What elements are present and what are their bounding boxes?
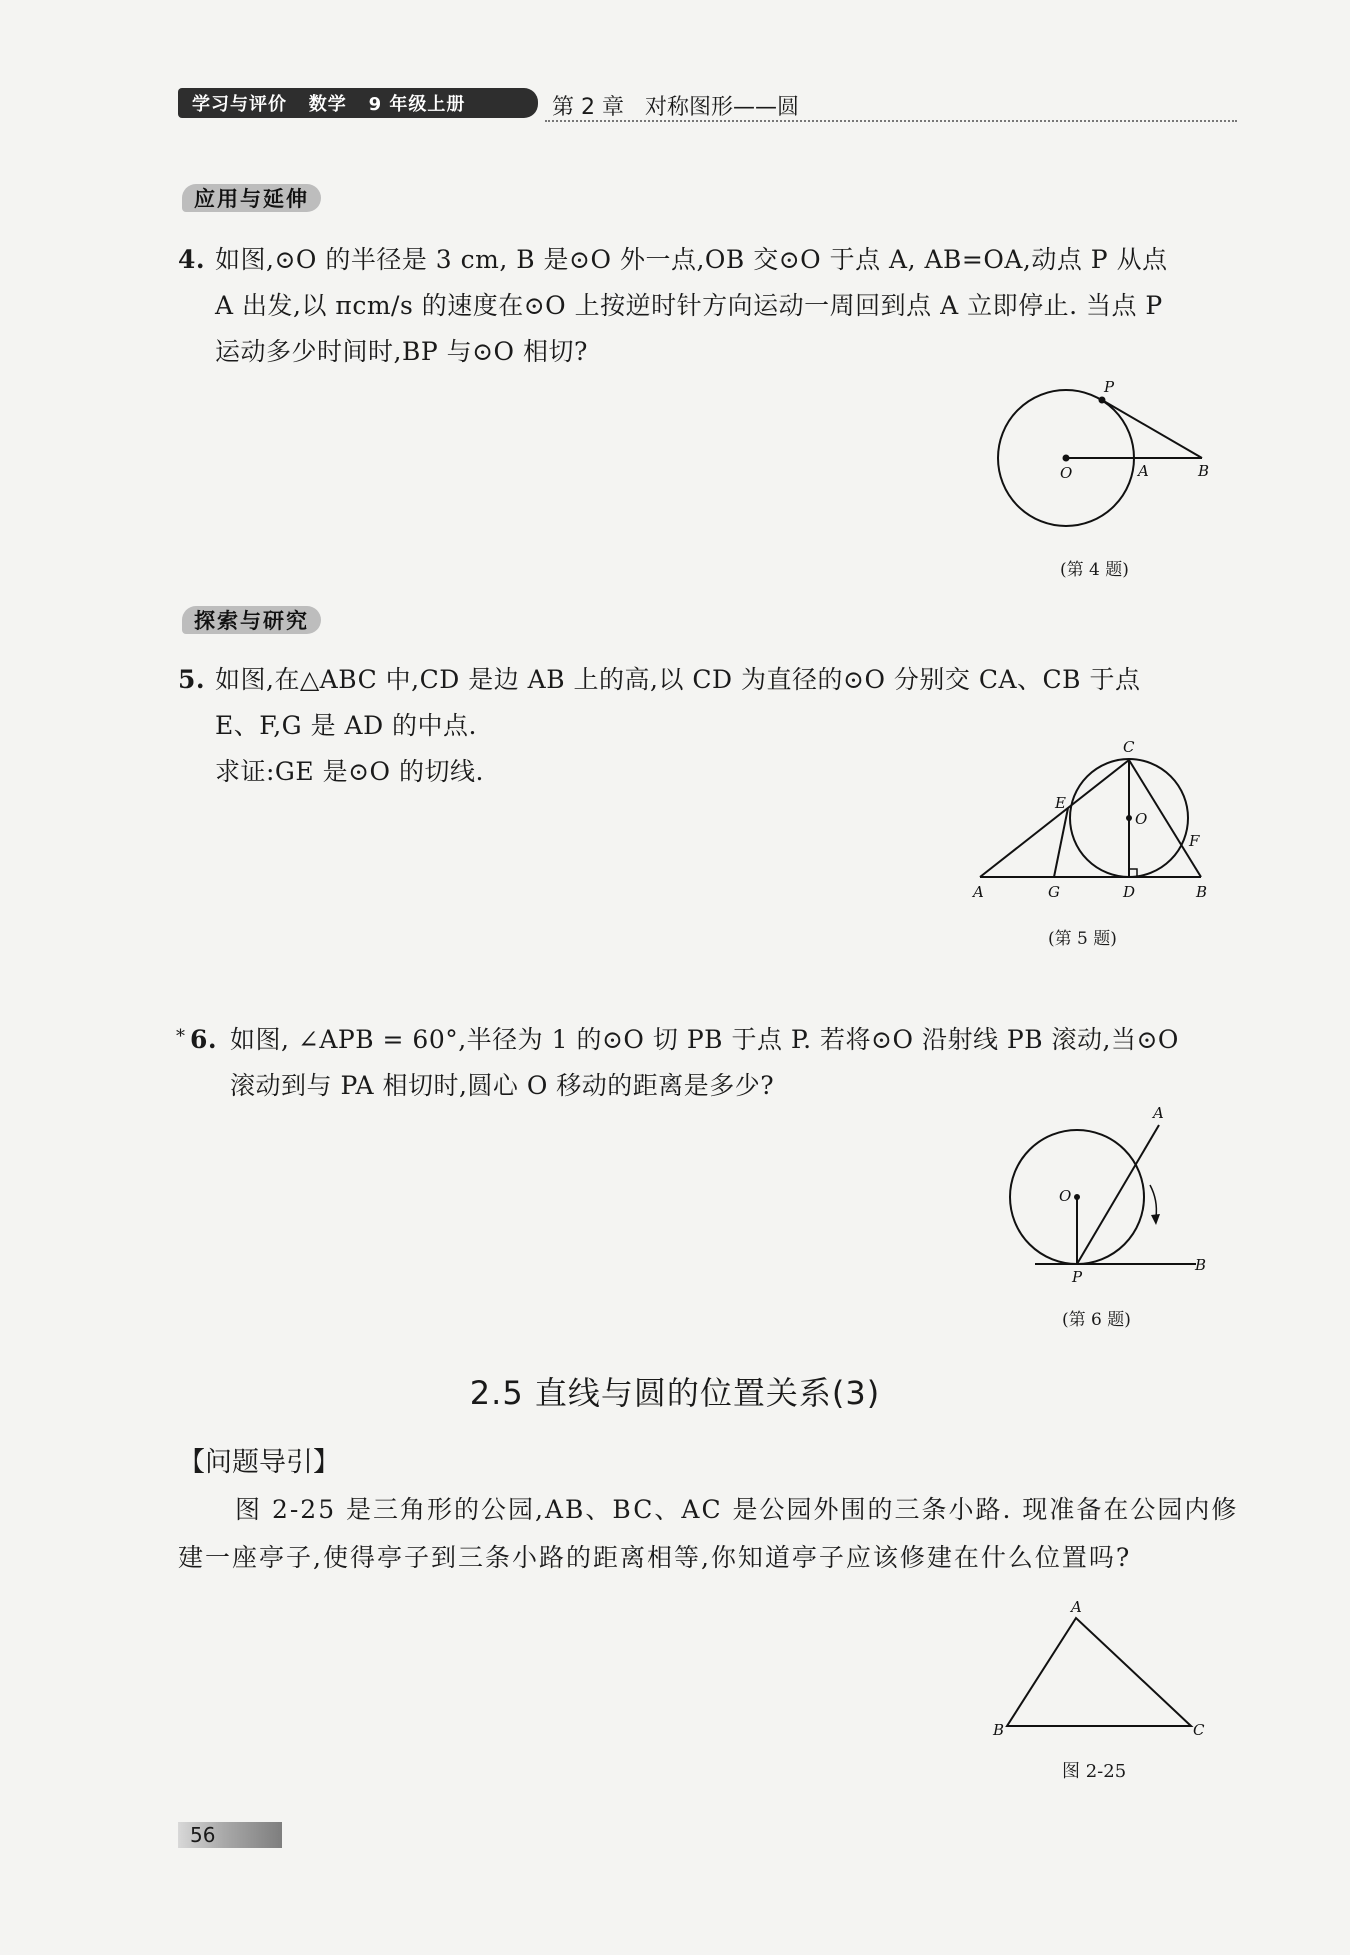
q5-label-o: O (1135, 810, 1148, 828)
q5-label-d: D (1123, 883, 1136, 901)
q5-line-3: 求证:GE 是⊙O 的切线. (215, 757, 484, 786)
q6-number: 6. (190, 1025, 218, 1054)
q4-point-p-dot (1099, 397, 1106, 404)
chapter-title: 第 2 章 对称图形——圆 (552, 95, 799, 120)
q5-label-e: E (1055, 794, 1066, 812)
q5-number: 5. (178, 665, 206, 694)
triangle-abc (1007, 1618, 1191, 1726)
q4-label-o: O (1060, 464, 1073, 482)
q4-figure (980, 375, 1230, 545)
book-tag: 学习与评价 数学 9 年级上册 (178, 88, 538, 118)
q6-label-o: O (1059, 1187, 1072, 1205)
q6-star: * (176, 1026, 186, 1047)
header-rule (545, 120, 1237, 122)
q5-label-c: C (1123, 738, 1135, 756)
figure-2-25-caption: 图 2-25 (1062, 1761, 1127, 1782)
section-tag-explore: 探索与研究 (182, 606, 321, 634)
guide-heading: 【问题导引】 (178, 1447, 340, 1478)
figure-2-25 (985, 1598, 1215, 1743)
q6-label-p: P (1072, 1268, 1083, 1285)
q5-side-ac (980, 760, 1129, 877)
q4-label-p: P (1104, 378, 1115, 396)
q5-line-1: 如图,在△ABC 中,CD 是边 AB 上的高,以 CD 为直径的⊙O 分别交 CA、CB 于点 (215, 665, 1141, 694)
guide-line-1: 图 2-25 是三角形的公园,AB、BC、AC 是公园外围的三条小路. 现准备在公园内修 (235, 1495, 1239, 1524)
q5-caption: (第 5 题) (1048, 929, 1117, 949)
q4-caption: (第 4 题) (1060, 560, 1129, 580)
q4-tangent-bp (1102, 400, 1202, 458)
q5-center-dot (1126, 815, 1132, 821)
q5-label-g: G (1048, 883, 1060, 901)
q6-center-dot (1074, 1194, 1080, 1200)
q6-line-1: 如图, ∠APB = 60°,半径为 1 的⊙O 切 PB 于点 P. 若将⊙O 沿射线 PB 滚动,当⊙O (230, 1025, 1179, 1054)
q6-caption: (第 6 题) (1062, 1310, 1131, 1330)
q4-number: 4. (178, 245, 206, 274)
q4-line-1: 如图,⊙O 的半径是 3 cm, B 是⊙O 外一点,OB 交⊙O 于点 A, AB=OA,动点 P 从点 (215, 245, 1168, 274)
section-tag-apply: 应用与延伸 (182, 184, 321, 212)
q6-roll-arrow (1150, 1185, 1156, 1217)
fig225-label-a: A (1071, 1598, 1082, 1616)
q6-label-a: A (1153, 1105, 1164, 1122)
guide-line-2: 建一座亭子,使得亭子到三条小路的距离相等,你知道亭子应该修建在什么位置吗? (178, 1543, 1132, 1572)
q4-label-a: A (1138, 462, 1149, 480)
q4-center-dot (1063, 455, 1070, 462)
q4-line-2: A 出发,以 πcm/s 的速度在⊙O 上按逆时针方向运动一周回到点 A 立即停止. 当点 P (215, 291, 1163, 320)
fig225-label-b: B (993, 1721, 1005, 1739)
q6-roll-arrowhead (1151, 1214, 1160, 1225)
q6-ray-pa (1077, 1125, 1159, 1264)
page-number: 56 (178, 1822, 282, 1848)
q4-line-3: 运动多少时间时,BP 与⊙O 相切? (215, 337, 588, 366)
fig225-label-c: C (1193, 1721, 1205, 1739)
q5-label-f: F (1189, 832, 1200, 850)
q5-label-a: A (973, 883, 984, 901)
section-title: 2.5 直线与圆的位置关系(3) (469, 1374, 881, 1412)
q5-label-b: B (1196, 883, 1208, 901)
q6-line-2: 滚动到与 PA 相切时,圆心 O 移动的距离是多少? (230, 1071, 775, 1100)
q5-figure (965, 735, 1215, 905)
q6-figure (1000, 1105, 1220, 1285)
q6-label-b: B (1195, 1256, 1207, 1274)
q5-line-2: E、F,G 是 AD 的中点. (215, 711, 478, 740)
q4-label-b: B (1198, 462, 1210, 480)
